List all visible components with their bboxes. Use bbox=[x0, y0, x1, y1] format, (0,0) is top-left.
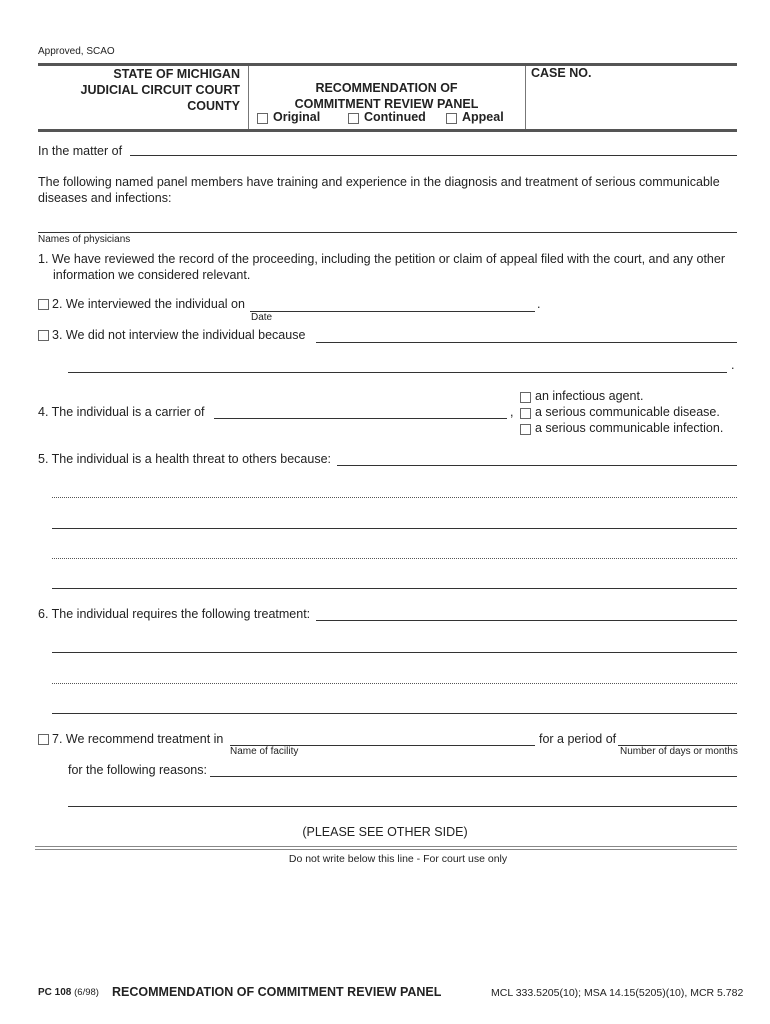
interview-date-field[interactable] bbox=[250, 311, 535, 312]
no-interview-reason-field[interactable] bbox=[316, 342, 737, 343]
health-threat-field[interactable] bbox=[337, 465, 737, 466]
physicians-field[interactable] bbox=[38, 232, 737, 233]
item-3-checkbox[interactable] bbox=[38, 330, 49, 341]
item-2-label: 2. We interviewed the individual on bbox=[52, 297, 245, 311]
matter-field[interactable] bbox=[130, 155, 737, 156]
item-1-line-2: information we considered relevant. bbox=[53, 268, 251, 282]
item-7-checkbox[interactable] bbox=[38, 734, 49, 745]
facility-label: Name of facility bbox=[230, 746, 299, 757]
infectious-agent-label: an infectious agent. bbox=[535, 389, 644, 403]
communicable-infection-checkbox[interactable] bbox=[520, 424, 531, 435]
original-label: Original bbox=[273, 110, 321, 124]
carrier-of-field[interactable] bbox=[214, 418, 507, 419]
days-label: Number of days or months bbox=[620, 746, 738, 757]
form-no: PC 108 bbox=[38, 987, 72, 998]
period: . bbox=[537, 297, 541, 311]
appeal-checkbox[interactable] bbox=[446, 113, 457, 124]
form-title bbox=[248, 80, 525, 112]
matter-label: In the matter of bbox=[38, 144, 123, 158]
court-name: JUDICIAL CIRCUIT COURT bbox=[80, 83, 240, 97]
form-date: (6/98) bbox=[74, 987, 99, 998]
treatment-line[interactable] bbox=[52, 683, 737, 684]
title-line-2: COMMITMENT REVIEW PANEL bbox=[294, 97, 479, 111]
footer-title: RECOMMENDATION OF COMMITMENT REVIEW PANEL bbox=[112, 985, 442, 999]
intro-line-1: The following named panel members have training and experience in the diagnosis and treatment of serious communicable bbox=[38, 175, 720, 189]
footer-citation: MCL 333.5205(10); MSA 14.15(5205)(10), MCR 5.782 bbox=[491, 987, 744, 999]
reasons-label: for the following reasons: bbox=[68, 763, 207, 777]
original-checkbox[interactable] bbox=[257, 113, 268, 124]
comma: , bbox=[510, 405, 514, 419]
treatment-field[interactable] bbox=[316, 620, 737, 621]
treatment-line[interactable] bbox=[52, 652, 737, 653]
health-threat-line[interactable] bbox=[52, 528, 737, 529]
item-1 bbox=[38, 251, 725, 283]
court-use-divider bbox=[35, 846, 737, 850]
court-county: COUNTY bbox=[187, 99, 240, 113]
item-6-label: 6. The individual requires the following treatment: bbox=[38, 607, 311, 621]
date-label: Date bbox=[251, 312, 273, 323]
court-state: STATE OF MICHIGAN bbox=[113, 67, 240, 81]
item-7-label: 7. We recommend treatment in bbox=[52, 732, 224, 746]
no-interview-reason-field-2[interactable] bbox=[68, 372, 727, 373]
communicable-disease-checkbox[interactable] bbox=[520, 408, 531, 419]
item-3-label: 3. We did not interview the individual because bbox=[52, 328, 306, 342]
period: . bbox=[731, 358, 735, 372]
physicians-label: Names of physicians bbox=[38, 234, 131, 245]
intro-text bbox=[38, 174, 720, 206]
intro-line-2: diseases and infections: bbox=[38, 191, 172, 205]
infectious-agent-checkbox[interactable] bbox=[520, 392, 531, 403]
health-threat-line[interactable] bbox=[52, 497, 737, 498]
header-bottom-rule bbox=[38, 129, 737, 132]
approved-text: Approved, SCAO bbox=[38, 46, 115, 57]
title-line-1: RECOMMENDATION OF bbox=[315, 81, 458, 95]
item-5-label: 5. The individual is a health threat to others because: bbox=[38, 452, 332, 466]
health-threat-line[interactable] bbox=[52, 558, 737, 559]
continued-checkbox[interactable] bbox=[348, 113, 359, 124]
footer-form-number bbox=[38, 987, 99, 998]
treatment-line[interactable] bbox=[52, 713, 737, 714]
item-2-checkbox[interactable] bbox=[38, 299, 49, 310]
continued-label: Continued bbox=[364, 110, 426, 124]
communicable-disease-label: a serious communicable disease. bbox=[535, 405, 720, 419]
court-block bbox=[81, 66, 241, 114]
appeal-label: Appeal bbox=[462, 110, 504, 124]
case-no-field[interactable] bbox=[530, 82, 735, 126]
reasons-line[interactable] bbox=[68, 806, 737, 807]
period-label: for a period of bbox=[539, 732, 617, 746]
health-threat-line[interactable] bbox=[52, 588, 737, 589]
communicable-infection-label: a serious communicable infection. bbox=[535, 421, 724, 435]
item-4-label: 4. The individual is a carrier of bbox=[38, 405, 205, 419]
court-use-text: Do not write below this line - For court use only bbox=[288, 853, 508, 865]
divider bbox=[525, 66, 526, 129]
reasons-field[interactable] bbox=[210, 776, 737, 777]
see-other-side: (PLEASE SEE OTHER SIDE) bbox=[302, 825, 468, 839]
item-1-line-1: 1. We have reviewed the record of the proceeding, including the petition or claim of appeal filed with the court, and any other bbox=[38, 252, 725, 266]
case-no-label: CASE NO. bbox=[531, 66, 592, 80]
